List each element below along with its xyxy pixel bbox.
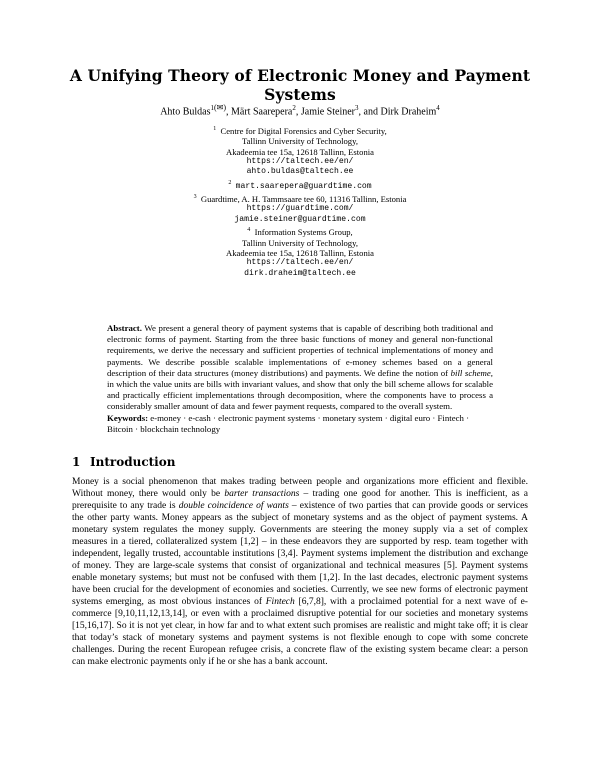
- affiliation-1: $^1$ Centre for Digital Forensics and Cyber Security, Tallinn University of Technology, Akadeemia tee 15a, 12618 Tallinn, Estonia https://taltech.ee/en/ ahto.buldas@taltech.ee: [130, 124, 470, 178]
- author-name: Jamie Steiner: [300, 106, 356, 118]
- author-mark: 4: [436, 104, 440, 112]
- keywords: Keywords: e-money · e-cash · electronic payment systems · monetary system · digital euro · Fintech · Bitcoin · blockchain technology: [107, 413, 470, 435]
- affiliation-url[interactable]: https://guardtime.com/: [246, 204, 354, 214]
- author-name: Ahto Buldas: [160, 106, 211, 118]
- author-list: Ahto Buldas$^{1(✉)}$, Märt Saarepera$^2$, Jamie Steiner$^3$, and Dirk Draheim$^4$: [160, 103, 440, 118]
- affiliation-3: $^3$ Guardtime, A. H. Tammsaare tee 60, 11316 Tallinn, Estonia https://guardtime.com/ jamie.steiner@guardtime.com: [130, 192, 470, 225]
- paper-title: A Unifying Theory of Electronic Money and Payment Systems: [69, 66, 531, 104]
- author-email[interactable]: jamie.steiner@guardtime.com: [234, 214, 366, 224]
- author-mark: 2: [292, 104, 296, 112]
- author-name: Dirk Draheim: [380, 106, 437, 118]
- author-email[interactable]: mart.saarepera@guardtime.com: [235, 181, 372, 191]
- envelope-icon: (✉): [213, 103, 226, 112]
- author-mark: 1(✉): [210, 103, 226, 112]
- section-number: 1: [72, 455, 81, 469]
- affiliation-2: $^2$ mart.saarepera@guardtime.com: [228, 179, 372, 191]
- section-heading: [72, 455, 175, 469]
- body-paragraph: Money is a social phenomenon that makes trading between people and organizations more efficient and flexible. Without money, there would only be barter transactions – trading one good for another. This is inefficient, as a prerequisite to any trade is double coincidence of wants – existence of two parties that can provide goods or services the other party wants. Money appears as the subject of monetary systems and as the object of payment systems. A monetary system regulates the money supply. Governments are steering the money supply via a set of complex measures in a tiered, collateralized system [1,2] – in these endeavors they are supported by resp. team together with independent, legally trusted, accountable institutions [3,4]. Payment systems implement the distribution and exchange of money. They are large-scale systems that consist of organizational and technical measures [5]. Payment systems enable monetary systems; but must not be confused with them [1,2]. In the last decades, electronic payment systems have been crucial for the development of economies and societies. Currently, we see new forms of electronic payment systems emerging, as most obvious instances of Fintech [6,7,8], with a proclaimed potential for a next wave of e-commerce [9,10,11,12,13,14], or even with a proclaimed disruptive potential for our societies and monetary systems [15,16,17]. So it is not yet clear, in how far and to what extent such promises are realistic and might take off; it is clear that today’s stack of monetary systems and payment systems is not flexible enough to cope with some concrete challenges. During the recent European refugee crisis, a concrete flaw of the existing system became clear: a person can make electronic payments only if he or she has a bank account.: [72, 477, 529, 667]
- abstract: Abstract. We present a general theory of payment systems that is capable of describing both traditional and electronic forms of payment. Starting from the three basic functions of money and general non-functional requirements, we derive the necessary and sufficient properties of technical implementations of money and payments. We describe possible scalable implementations of e-money schemes based on a general description of their data structures (money distributions) and payments. We define the notion of bill scheme, in which the value units are bills with invariant values, and show that only the bill scheme allows for scalable and practically efficient implementations through decomposition, where the components have to process a considerably smaller amount of data and fewer payment requests, compared to the overall system.: [107, 323, 493, 412]
- abstract-label: Abstract.: [107, 323, 142, 333]
- author-name: Märt Saarepera: [231, 106, 293, 118]
- author-mark: 3: [355, 104, 359, 112]
- keywords-label: Keywords:: [107, 413, 149, 423]
- affiliations: [130, 124, 470, 279]
- author-email[interactable]: ahto.buldas@taltech.ee: [246, 167, 354, 177]
- author-email[interactable]: dirk.draheim@taltech.ee: [244, 268, 356, 278]
- affiliation-4: $^4$ Information Systems Group, Tallinn University of Technology, Akadeemia tee 15a, 12618 Tallinn, Estonia https://taltech.ee/en/ dirk.draheim@taltech.ee: [130, 225, 470, 279]
- section-title: Introduction: [90, 455, 176, 469]
- affiliation-url[interactable]: https://taltech.ee/en/: [246, 157, 354, 167]
- affiliation-url[interactable]: https://taltech.ee/en/: [246, 258, 354, 268]
